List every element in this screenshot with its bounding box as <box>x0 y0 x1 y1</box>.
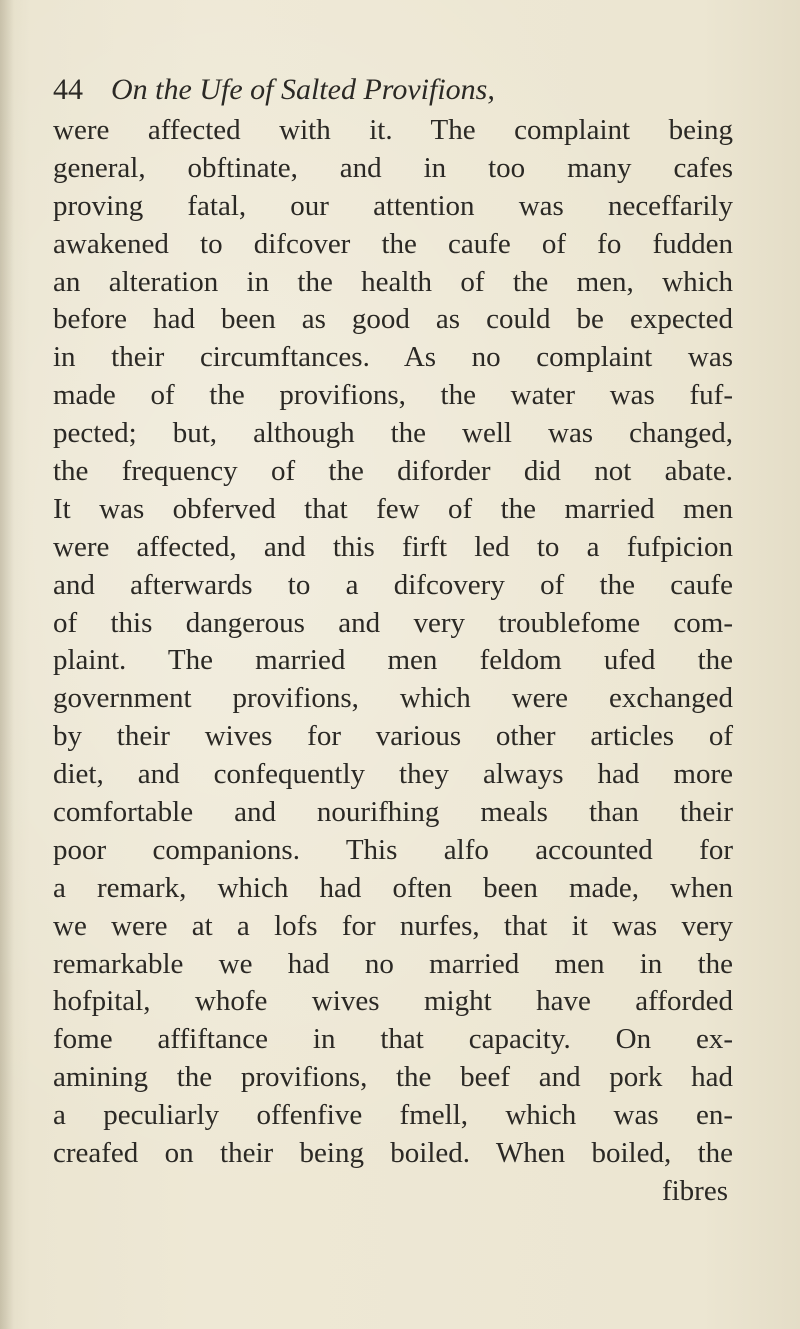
text-line: awakened to difcover the caufe of fo fudden <box>53 227 733 260</box>
text-line: poor companions. This alfo accounted for <box>53 833 733 866</box>
text-line: proving fatal, our attention was neceffarily <box>53 189 733 222</box>
text-line: It was obferved that few of the married men <box>53 492 733 525</box>
text-line: a remark, which had often been made, when <box>53 871 733 904</box>
text-line: pected; but, although the well was changed, <box>53 417 733 450</box>
text-line: the frequency of the diforder did not abate. <box>53 455 733 488</box>
text-line: by their wives for various other articles of <box>53 720 733 753</box>
text-line: in their circumftances. As no complaint was <box>53 341 733 374</box>
text-line: were affected with it. The complaint being <box>53 114 733 146</box>
body-text <box>53 112 733 1211</box>
text-line: comfortable and nourifhing meals than their <box>53 796 733 829</box>
text-line: fome affiftance in that capacity. On ex- <box>53 1023 733 1056</box>
text-line: we were at a lofs for nurfes, that it was very <box>53 909 733 942</box>
text-line: plaint. The married men feldom ufed the <box>53 644 733 677</box>
page-number: 44 <box>53 73 83 106</box>
text-line: made of the provifions, the water was fuf- <box>53 379 733 412</box>
text-line: of this dangerous and very troublefome com- <box>53 606 733 639</box>
text-line: creafed on their being boiled. When boiled, the <box>53 1137 733 1170</box>
text-line: were affected, and this firft led to a fufpicion <box>53 530 733 563</box>
text-line: amining the provifions, the beef and pork had <box>53 1061 733 1094</box>
catchword: fibres <box>661 1174 728 1207</box>
text-line: and afterwards to a difcovery of the caufe <box>53 568 733 601</box>
page-header <box>53 70 673 110</box>
text-line: general, obftinate, and in too many cafes <box>53 151 733 184</box>
text-line: a peculiarly offenfive fmell, which was en- <box>53 1099 733 1132</box>
text-line: an alteration in the health of the men, which <box>53 265 733 298</box>
text-line: before had been as good as could be expected <box>53 303 733 336</box>
page-gutter-shadow <box>0 0 14 1329</box>
text-line: government provifions, which were exchanged <box>53 682 733 715</box>
text-line: diet, and confequently they always had more <box>53 758 733 791</box>
running-title: On the Ufe of Salted Provifions, <box>111 73 495 106</box>
text-line: hofpital, whofe wives might have afforded <box>53 985 733 1018</box>
text-line: remarkable we had no married men in the <box>53 947 733 980</box>
